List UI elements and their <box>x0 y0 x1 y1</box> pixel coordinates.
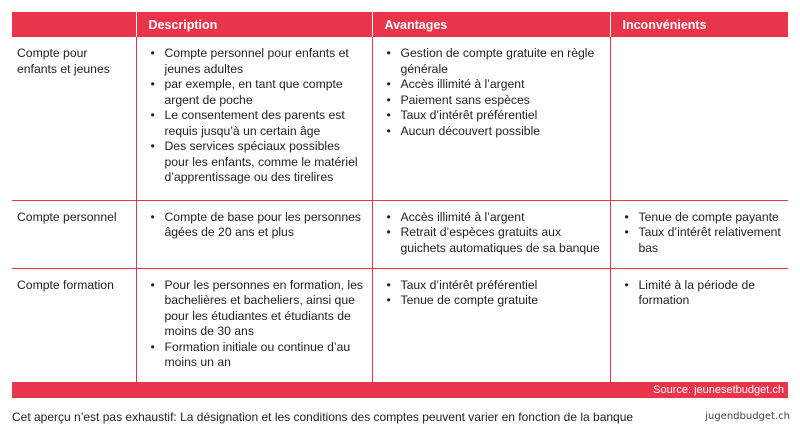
table-row <box>12 268 788 382</box>
description-list <box>149 278 366 371</box>
header-description: Description <box>136 12 372 37</box>
description-list <box>149 210 366 241</box>
description-cell <box>136 268 372 382</box>
advantages-list <box>385 46 604 139</box>
account-name: Compte personnel <box>12 200 136 268</box>
description-list <box>149 46 366 186</box>
list-item: • Tenue de compte payante <box>623 210 783 226</box>
disadvantages-list <box>623 210 783 257</box>
list-item: • Aucun découvert possible <box>385 124 604 140</box>
list-item: • Gestion de compte gratuite en règle générale <box>385 46 604 77</box>
header-account <box>12 12 136 37</box>
watermark: jugendbudget.ch <box>705 411 790 422</box>
description-cell <box>136 37 372 200</box>
list-item: • Taux d’intérêt préférentiel <box>385 108 604 124</box>
source-text: Source: jeunesetbudget.ch <box>653 384 784 396</box>
list-item: • Le consentement des parents est requis jusqu’à un certain âge <box>149 108 366 139</box>
disadvantages-list <box>623 278 783 309</box>
advantages-list <box>385 210 604 257</box>
list-item: • Compte de base pour les personnes âgées de 20 ans et plus <box>149 210 366 241</box>
disadvantages-cell <box>610 268 788 382</box>
list-item: • Des services spéciaux possibles pour les enfants, comme le matériel d’apprentissage ou des tirelires <box>149 139 366 186</box>
list-item: • par exemple, en tant que compte argent de poche <box>149 77 366 108</box>
advantages-cell <box>372 268 610 382</box>
footnote: Cet aperçu n’est pas exhaustif: La désignation et les conditions des comptes peuvent varier en fonction de la banque <box>12 410 634 424</box>
list-item: • Taux d’intérêt relativement bas <box>623 225 783 256</box>
list-item: • Paiement sans espèces <box>385 93 604 109</box>
list-item: • Pour les personnes en formation, les bachelières et bacheliers, ainsi que pour les étudiantes et étudiants de moins de 30 ans <box>149 278 366 340</box>
description-cell <box>136 200 372 268</box>
disadvantages-cell <box>610 37 788 200</box>
account-name: Compte pour enfants et jeunes <box>12 37 136 200</box>
list-item: • Limité à la période de formation <box>623 278 783 309</box>
list-item: • Retrait d’espèces gratuits aux guichets automatiques de sa banque <box>385 225 604 256</box>
table-row <box>12 37 788 200</box>
header-advantages: Avantages <box>372 12 610 37</box>
table-row <box>12 200 788 268</box>
advantages-cell <box>372 37 610 200</box>
disadvantages-cell <box>610 200 788 268</box>
account-comparison-table <box>12 12 788 382</box>
advantages-list <box>385 278 604 309</box>
list-item: • Accès illimité à l’argent <box>385 210 604 226</box>
list-item: • Accès illimité à l’argent <box>385 77 604 93</box>
list-item: • Taux d’intérêt préférentiel <box>385 278 604 294</box>
table-header-row <box>12 12 788 37</box>
list-item: • Compte personnel pour enfants et jeunes adultes <box>149 46 366 77</box>
list-item: • Formation initiale ou continue d’au moins un an <box>149 340 366 371</box>
advantages-cell <box>372 200 610 268</box>
account-comparison-table-wrap <box>12 12 788 398</box>
account-name: Compte formation <box>17 277 114 292</box>
list-item: • Tenue de compte gratuite <box>385 293 604 309</box>
source-bar <box>12 382 788 398</box>
header-disadvantages: Inconvénients <box>610 12 788 37</box>
